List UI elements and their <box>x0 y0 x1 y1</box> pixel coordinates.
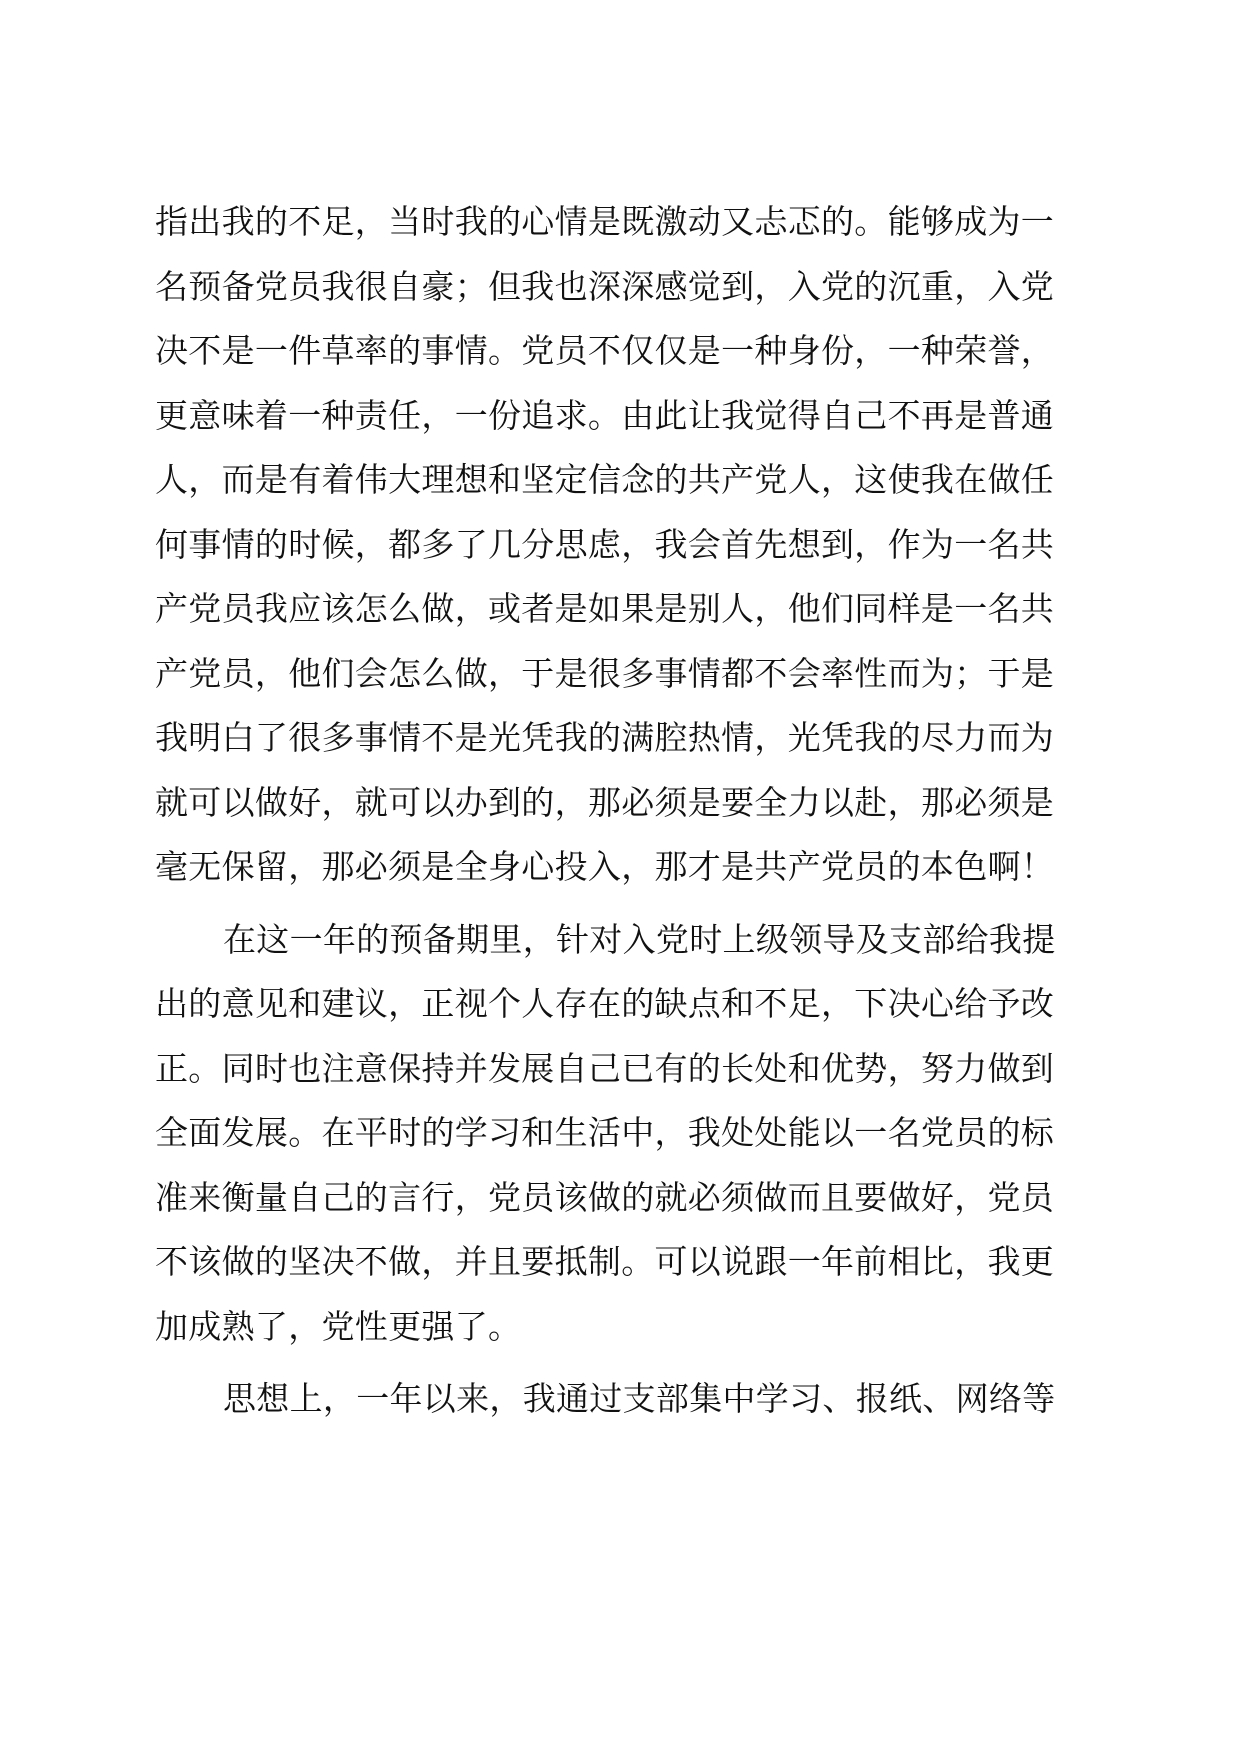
text-line: 准来衡量自己的言行，党员该做的就必须做而且要做好，党员 <box>155 1177 1055 1217</box>
text-line: 出的意见和建议，正视个人存在的缺点和不足，下决心给予改 <box>155 984 1055 1023</box>
text-line: 何事情的时候，都多了几分思虑，我会首先想到，作为一名共 <box>155 524 1055 564</box>
text-line: 我明白了很多事情不是光凭我的满腔热情，光凭我的尽力而为 <box>155 718 1055 757</box>
paragraph-1 <box>155 190 1090 900</box>
text-line: 决不是一件草率的事情。党员不仅仅是一种身份，一种荣誉， <box>155 331 1055 370</box>
text-line: 正。同时也注意保持并发展自己已有的长处和优势，努力做到 <box>155 1048 1055 1088</box>
text-line: 产党员我应该怎么做，或者是如果是别人，他们同样是一名共 <box>155 589 1055 628</box>
text-line: 产党员，他们会怎么做，于是很多事情都不会率性而为；于是 <box>155 653 1055 693</box>
text-line: 毫无保留，那必须是全身心投入，那才是共产党员的本色啊！ <box>155 847 1055 886</box>
text-line: 全面发展。在平时的学习和生活中，我处处能以一名党员的标 <box>155 1113 1055 1152</box>
text-line-first-indented: 思想上，一年以来，我通过支部集中学习、报纸、网络等 <box>223 1379 1056 1418</box>
paragraph-2 <box>155 908 1090 1360</box>
text-line: 不该做的坚决不做，并且要抵制。可以说跟一年前相比，我更 <box>155 1242 1055 1281</box>
text-line-first-indented: 在这一年的预备期里，针对入党时上级领导及支部给我提 <box>223 919 1056 959</box>
text-line: 就可以做好，就可以办到的，那必须是要全力以赴，那必须是 <box>155 782 1055 822</box>
text-line: 名预备党员我很自豪；但我也深深感觉到，入党的沉重，入党 <box>155 266 1055 306</box>
text-line: 人，而是有着伟大理想和坚定信念的共产党人，这使我在做任 <box>155 460 1055 499</box>
text-line: 指出我的不足，当时我的心情是既激动又忐忑的。能够成为一 <box>155 202 1055 241</box>
paragraph-3 <box>155 1367 1090 1432</box>
text-line: 加成熟了，党性更强了。 <box>155 1306 522 1346</box>
text-line: 更意味着一种责任，一份追求。由此让我觉得自己不再是普通 <box>155 395 1055 435</box>
document-body <box>155 190 1090 1432</box>
